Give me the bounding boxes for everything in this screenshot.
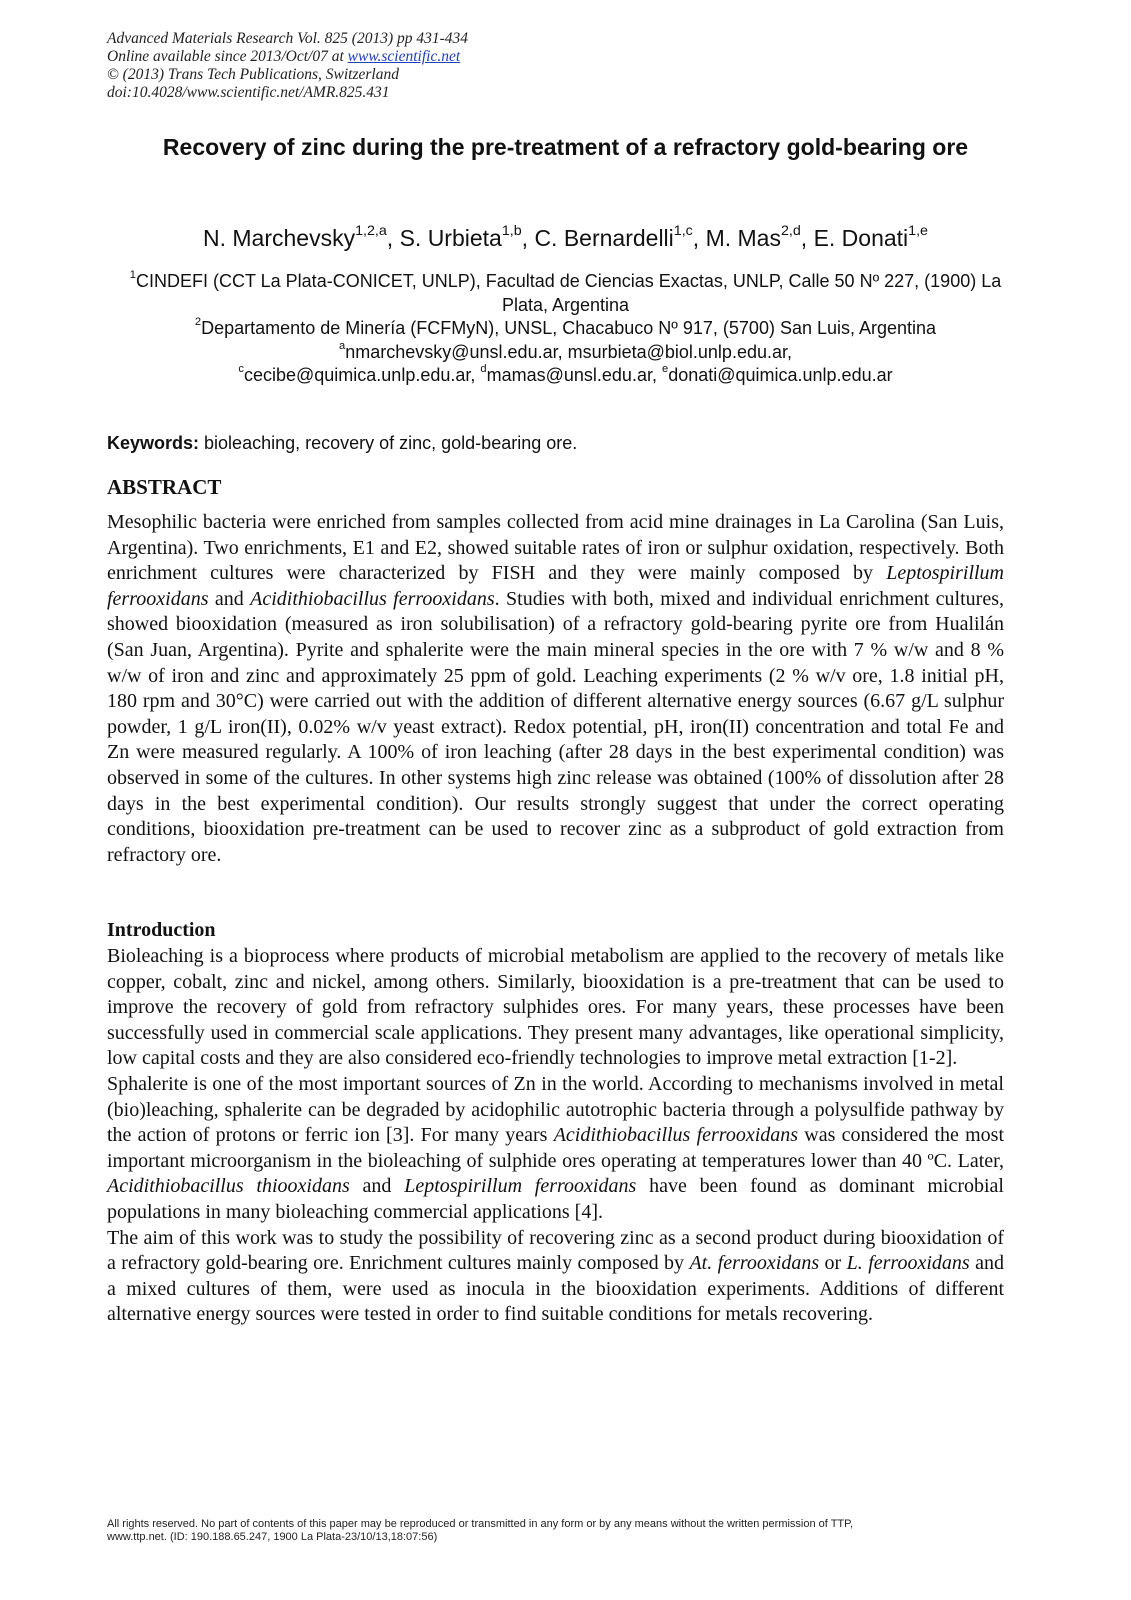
author-name: M. Mas	[705, 225, 781, 251]
affiliation-text: CINDEFI (CCT La Plata-CONICET, UNLP), Facultad de Ciencias Exactas, UNLP, Calle 50 Nº 227, (1900) La Plata, Argentina	[135, 271, 1002, 315]
species-name: Acidithiobacillus thiooxidans	[107, 1175, 350, 1198]
email-addresses[interactable]: nmarchevsky@unsl.edu.ar, msurbieta@biol.unlp.edu.ar,	[345, 341, 792, 362]
paragraph-text-segment: and a mixed cultures of them, were used as inocula in the biooxidation experiments. Additions of different alternative energy sources were tested in order to find suitable conditions for metals recovering.	[107, 1252, 1004, 1326]
rights-footer	[107, 1518, 1024, 1544]
introduction-body	[107, 944, 1004, 1328]
email-address[interactable]: donati@quimica.unlp.edu.ar	[668, 365, 893, 385]
online-availability-text: Online available since 2013/Oct/07 at	[107, 48, 348, 65]
species-name: At. ferrooxidans	[689, 1252, 820, 1275]
affiliations	[107, 270, 1024, 388]
abstract-text-segment: . Studies with both, mixed and individual enrichment cultures, showed biooxidation (measured as iron solubilisation) of a refractory gold-bearing pyrite ore from Hualilán (San Juan, Argentina). Pyrite and sphalerite were the main mineral species in the ore with 7 % w/w and 8 % w/w of iron and zinc and approximately 25 ppm of gold. Leaching experiments (2 % w/v ore, 1.8 initial pH, 180 rpm and 30°C) were carried out with the addition of different alternative energy sources (6.67 g/L sulphur powder, 1 g/L iron(II), 0.02% w/v yeast extract). Redox potential, pH, iron(II) concentration and total Fe and Zn were measured regularly. A 100% of iron leaching (after 28 days in the best experimental condition) was observed in some of the cultures. In other systems high zinc release was obtained (100% of dissolution after 28 days in the best experimental condition). Our results strongly suggest that under the correct operating conditions, biooxidation pre-treatment can be used to recover zinc as a subproduct of gold extraction from refractory ore.	[107, 587, 1004, 866]
paragraph-text-segment: and	[349, 1175, 405, 1198]
author-affiliation-mark: 1,b	[501, 223, 522, 240]
doi-line: doi:10.4028/www.scientific.net/AMR.825.431	[107, 84, 390, 101]
author-affiliation-mark: 1,e	[908, 223, 928, 240]
keywords-text: bioleaching, recovery of zinc, gold-bearing ore.	[199, 433, 578, 453]
affiliation-text: Departamento de Minería (FCFMyN), UNSL, Chacabuco Nº 917, (5700) San Luis, Argentina	[201, 318, 937, 338]
paragraph-text-segment: or	[819, 1252, 847, 1275]
email-mark: e	[661, 363, 669, 376]
author-separator: ,	[521, 225, 535, 251]
email-address[interactable]: mamas@unsl.edu.ar,	[486, 365, 662, 385]
paragraph-text-segment: The aim of this work was to study the possibility of recovering zinc as a second product during biooxidation of a refractory gold-bearing ore. Enrichment cultures mainly composed by	[107, 1226, 1004, 1275]
email-mark: d	[480, 363, 487, 376]
email-line-1	[107, 341, 1024, 365]
author-name: C. Bernardelli	[534, 225, 674, 251]
author-name: S. Urbieta	[399, 225, 502, 251]
journal-header	[107, 30, 807, 102]
abstract-body	[107, 510, 1004, 868]
introduction-paragraph-2	[107, 1072, 1004, 1226]
journal-citation: Advanced Materials Research Vol. 825 (2013) pp 431-434	[107, 30, 469, 47]
introduction-heading: Introduction	[107, 919, 216, 941]
introduction-paragraph-3	[107, 1226, 1004, 1328]
email-address[interactable]: cecibe@quimica.unlp.edu.ar,	[243, 365, 481, 385]
species-name: Acidithiobacillus ferrooxidans	[553, 1124, 799, 1147]
rights-notice: All rights reserved. No part of contents of this paper may be reproduced or transmitted in any form or by any means without the written permission of TTP,	[107, 1518, 854, 1530]
email-line-2	[107, 364, 1024, 388]
author-name: N. Marchevsky	[203, 225, 356, 251]
copyright-line: © (2013) Trans Tech Publications, Switzerland	[107, 66, 399, 83]
affiliation-mark: 2	[194, 316, 202, 329]
abstract-paragraph	[107, 510, 1004, 868]
species-name: Acidithiobacillus ferrooxidans	[250, 587, 495, 610]
paragraph-text-segment: was considered the most important microorganism in the bioleaching of sulphide ores operating at temperatures lower than 40 ºC. Later,	[107, 1124, 1005, 1172]
affiliation-mark: 1	[129, 269, 136, 282]
author-list	[107, 224, 1024, 252]
abstract-text-segment: and	[208, 587, 251, 610]
online-availability	[107, 48, 807, 66]
author-separator: ,	[800, 225, 814, 251]
email-mark: c	[238, 363, 244, 376]
species-name: Leptospirillum ferrooxidans	[107, 562, 1004, 610]
affiliation-2	[107, 317, 1024, 341]
abstract-heading: ABSTRACT	[107, 475, 222, 499]
species-name: Leptospirillum ferrooxidans	[404, 1175, 637, 1198]
download-info: www.ttp.net. (ID: 190.188.65.247, 1900 La Plata-23/10/13,18:07:56)	[107, 1531, 438, 1543]
paragraph-text-segment: have been found as dominant microbial populations in many bioleaching commercial applications [4].	[107, 1175, 1004, 1223]
email-mark: a	[339, 339, 346, 352]
species-name: L. ferrooxidans	[846, 1252, 970, 1275]
author-separator: ,	[692, 225, 706, 251]
author-name: E. Donati	[813, 225, 909, 251]
author-affiliation-mark: 1,2,a	[355, 223, 387, 240]
paragraph-text-segment: Sphalerite is one of the most important sources of Zn in the world. According to mechanisms involved in metal (bio)leaching, sphalerite can be degraded by acidophilic autotrophic bacteria through a polysulfide pathway by the action of protons or ferric ion [3]. For many years	[107, 1072, 1004, 1147]
affiliation-1	[107, 270, 1024, 317]
introduction-paragraph-1: Bioleaching is a bioprocess where products of microbial metabolism are applied to the recovery of metals like copper, cobalt, zinc and nickel, among others. Similarly, biooxidation is a pre-treatment that can be used to improve the recovery of gold from refractory sulphides ores. For many years, these processes have been successfully used in commercial scale applications. They present many advantages, like operational simplicity, low capital costs and they are also considered eco-friendly technologies to improve metal extraction [1-2].	[107, 945, 1004, 1070]
paper-title: Recovery of zinc during the pre-treatment of a refractory gold-bearing ore	[162, 134, 969, 160]
author-affiliation-mark: 2,d	[780, 223, 801, 240]
keywords	[107, 432, 1024, 455]
abstract-text-segment: Mesophilic bacteria were enriched from samples collected from acid mine drainages in La Carolina (San Luis, Argentina). Two enrichments, E1 and E2, showed suitable rates of iron or sulphur oxidation, respectively. Both enrichment cultures were characterized by FISH and they were mainly composed by	[107, 511, 1004, 585]
publisher-link[interactable]: www.scientific.net	[347, 48, 461, 65]
author-separator: ,	[386, 225, 400, 251]
author-affiliation-mark: 1,c	[673, 223, 693, 240]
keywords-label: Keywords:	[107, 433, 200, 453]
